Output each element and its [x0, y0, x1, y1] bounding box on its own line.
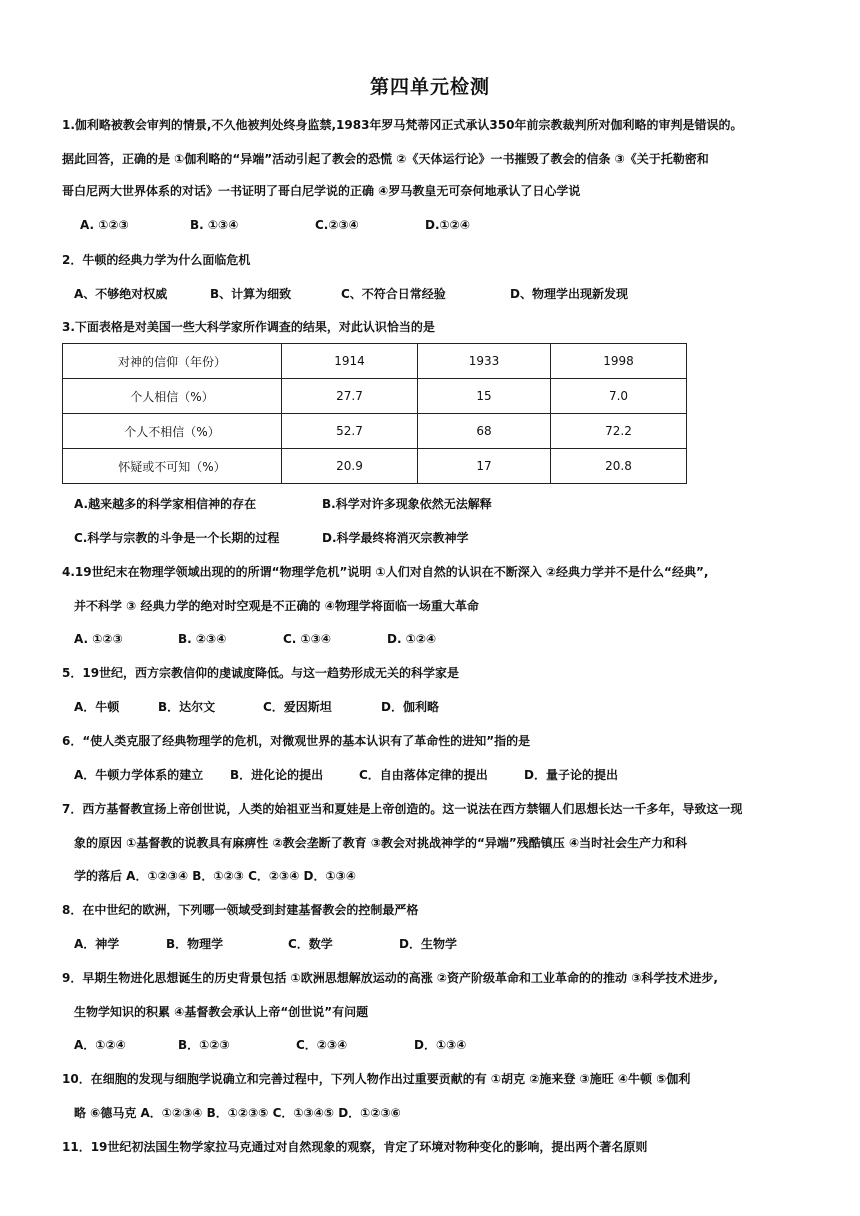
question-9-option-c: C．②③④	[296, 1038, 348, 1052]
question-5-option-b: B．达尔文	[158, 700, 216, 714]
question-6-option-a: A．牛顿力学体系的建立	[74, 768, 204, 782]
question-8-line-1: 8．在中世纪的欧洲，下列哪一领域受到封建基督教会的控制最严格	[62, 903, 419, 917]
question-6-line-1: 6．“使人类克服了经典物理学的危机，对微观世界的基本认识有了革命性的进知”指的是	[62, 734, 531, 748]
question-3-option-b: B.科学对许多现象依然无法解释	[322, 497, 492, 511]
question-1-line-2: 据此回答，正确的是 ①伽利略的“异端”活动引起了教会的恐慌 ②《天体运行论》一书摧毁了教会的信条 ③《关于托勒密和	[62, 152, 709, 166]
table-cell: 个人不相信（%）	[63, 414, 282, 449]
question-9-option-d: D．①③④	[414, 1038, 467, 1052]
question-3-option-a: A.越来越多的科学家相信神的存在	[74, 497, 257, 511]
question-2-option-a: A、不够绝对权威	[74, 287, 168, 301]
question-4-option-d: D. ①②④	[387, 632, 437, 646]
question-4-line-2: 并不科学 ③ 经典力学的绝对时空观是不正确的 ④物理学将面临一场重大革命	[74, 599, 479, 613]
table-header-cell: 1998	[551, 344, 687, 379]
question-6-option-d: D．量子论的提出	[524, 768, 618, 782]
page-title: 第四单元检测	[369, 76, 490, 98]
question-2-option-b: B、计算为细致	[210, 287, 292, 301]
table-cell: 17	[418, 449, 551, 484]
survey-table	[62, 343, 687, 484]
question-6-option-b: B．进化论的提出	[230, 768, 324, 782]
table-row	[63, 379, 687, 414]
table-cell: 27.7	[282, 379, 418, 414]
question-1-option-d: D.①②④	[425, 218, 470, 232]
question-3-option-d: D.科学最终将消灭宗教神学	[322, 531, 469, 545]
table-cell: 7.0	[551, 379, 687, 414]
question-5-option-d: D．伽利略	[381, 700, 439, 714]
question-4-option-c: C. ①③④	[283, 632, 332, 646]
question-11-line-1: 11．19世纪初法国生物学家拉马克通过对自然现象的观察，肯定了环境对物种变化的影响，提出两个著名原则	[62, 1140, 648, 1154]
table-header-row	[63, 344, 687, 379]
question-5-line-1: 5．19世纪，西方宗教信仰的虔诚度降低。与这一趋势形成无关的科学家是	[62, 666, 460, 680]
question-7-line-3: 学的落后 A．①②③④ B．①②③ C．②③④ D．①③④	[74, 869, 356, 883]
question-2-option-c: C、不符合日常经验	[341, 287, 446, 301]
question-7-line-1: 7．西方基督教宣扬上帝创世说，人类的始祖亚当和夏娃是上帝创造的。这一说法在西方禁锢人们思想长达一千多年，导致这一现	[62, 802, 743, 816]
question-1-line-3: 哥白尼两大世界体系的对话》一书证明了哥白尼学说的正确 ④罗马教皇无可奈何地承认了日心学说	[62, 184, 581, 198]
table-cell: 68	[418, 414, 551, 449]
table-cell: 52.7	[282, 414, 418, 449]
question-2-line-1: 2．牛顿的经典力学为什么面临危机	[62, 253, 251, 267]
question-5-option-c: C．爱因斯坦	[263, 700, 332, 714]
question-4-option-b: B. ②③④	[178, 632, 227, 646]
table-header-cell: 对神的信仰（年份）	[63, 344, 282, 379]
table-cell: 怀疑或不可知（%）	[63, 449, 282, 484]
question-1-line-1: 1.伽利略被教会审判的情景,不久他被判处终身监禁,1983年罗马梵蒂冈正式承认350年前宗教裁判所对伽利略的审判是错误的。	[62, 118, 743, 132]
question-2-option-d: D、物理学出现新发现	[510, 287, 628, 301]
question-10-line-2: 略 ⑥德马克 A．①②③④ B．①②③⑤ C．①③④⑤ D．①②③⑥	[74, 1106, 401, 1120]
table-cell: 个人相信（%）	[63, 379, 282, 414]
question-8-option-b: B．物理学	[166, 937, 224, 951]
question-1-option-c: C.②③④	[315, 218, 359, 232]
table-cell: 20.9	[282, 449, 418, 484]
question-9-option-a: A．①②④	[74, 1038, 126, 1052]
question-5-option-a: A．牛顿	[74, 700, 120, 714]
question-4-option-a: A. ①②③	[74, 632, 123, 646]
table-header-cell: 1914	[282, 344, 418, 379]
question-10-line-1: 10．在细胞的发现与细胞学说确立和完善过程中，下列人物作出过重要贡献的有 ①胡克 ②施来登 ③施旺 ④牛顿 ⑤伽利	[62, 1072, 691, 1086]
question-9-option-b: B．①②③	[178, 1038, 230, 1052]
table-cell: 72.2	[551, 414, 687, 449]
question-9-line-2: 生物学知识的积累 ④基督教会承认上帝“创世说”有问题	[74, 1005, 369, 1019]
question-1-option-a: A. ①②③	[80, 218, 129, 232]
table-row	[63, 449, 687, 484]
question-3-line-1: 3.下面表格是对美国一些大科学家所作调查的结果，对此认识恰当的是	[62, 320, 435, 334]
question-4-line-1: 4.19世纪末在物理学领域出现的的所谓“物理学危机”说明 ①人们对自然的认识在不断深入 ②经典力学并不是什么“经典”,	[62, 565, 709, 579]
question-8-option-a: A．神学	[74, 937, 120, 951]
question-3-option-c: C.科学与宗教的斗争是一个长期的过程	[74, 531, 280, 545]
question-6-option-c: C．自由落体定律的提出	[359, 768, 488, 782]
table-cell: 15	[418, 379, 551, 414]
question-9-line-1: 9．早期生物进化思想诞生的历史背景包括 ①欧洲思想解放运动的高涨 ②资产阶级革命和工业革命的的推动 ③科学技术进步,	[62, 971, 718, 985]
question-1-option-b: B. ①③④	[190, 218, 239, 232]
question-8-option-d: D．生物学	[399, 937, 457, 951]
table-cell: 20.8	[551, 449, 687, 484]
question-7-line-2: 象的原因 ①基督教的说教具有麻痹性 ②教会垄断了教育 ③教会对挑战神学的“异端”残酷镇压 ④当时社会生产力和科	[74, 836, 688, 850]
question-8-option-c: C．数学	[288, 937, 333, 951]
table-header-cell: 1933	[418, 344, 551, 379]
table-row	[63, 414, 687, 449]
